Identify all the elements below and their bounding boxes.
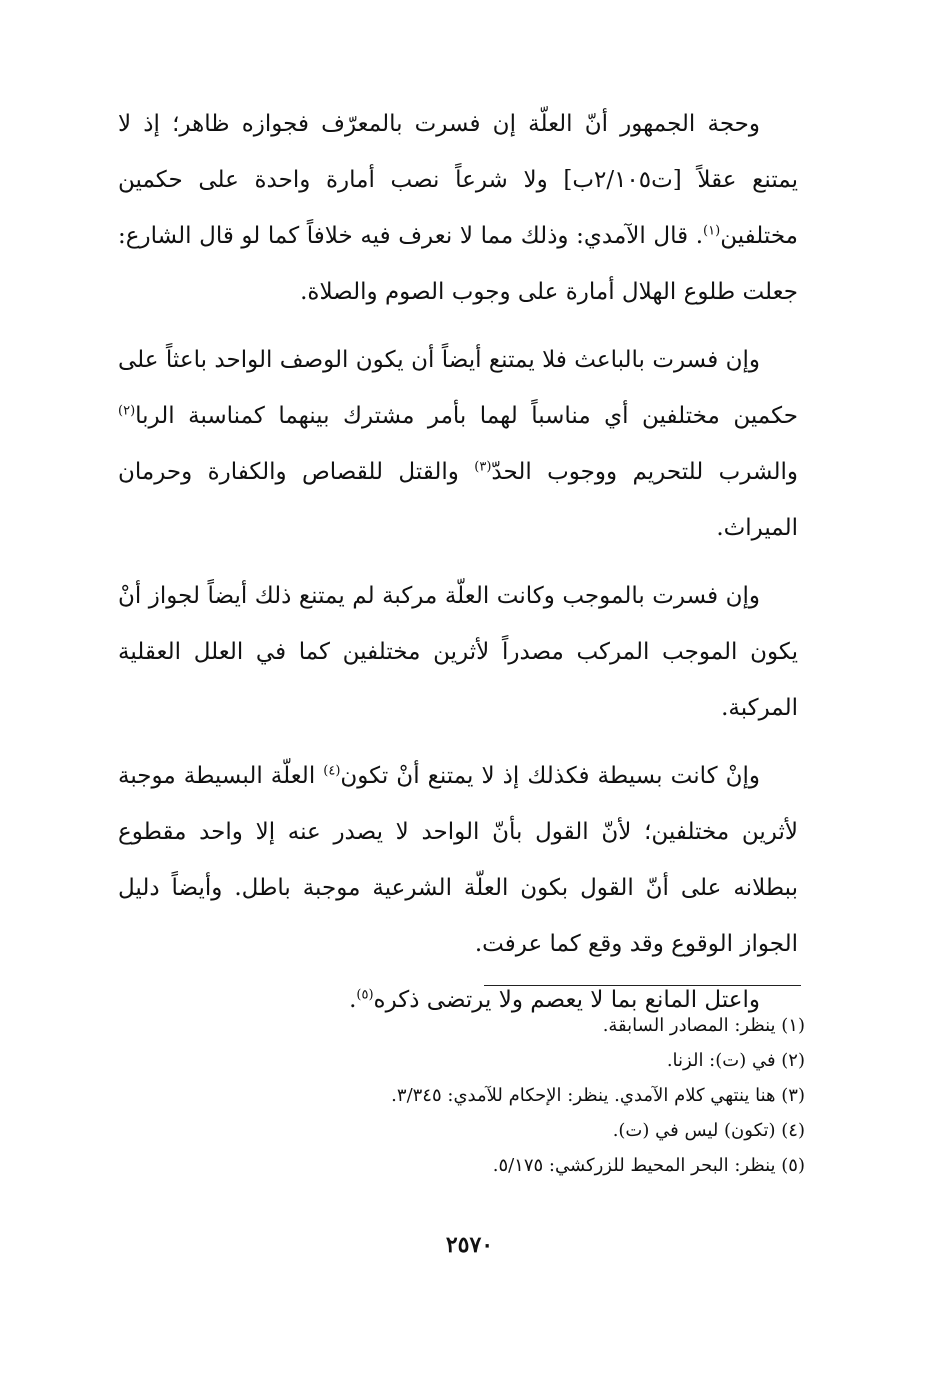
paragraph-5-text-b: . — [349, 987, 357, 1013]
paragraph-2-text-b: والشرب للتحريم ووجوب الحدّ — [491, 459, 799, 485]
paragraph-4-text-a: وإنْ كانت بسيطة فكذلك إذ لا يمتنع أنْ تكون — [340, 763, 760, 789]
paragraph-2-text-c: والقتل للقصاص والكفارة وحرمان الميراث. — [118, 459, 798, 541]
footnote-4: (٤) (تكون) ليس في (ت). — [612, 1120, 805, 1141]
footnote-3: (٣) هنا ينتهي كلام الآمدي. ينظر: الإحكام للآمدي: ٣/٣٤٥. — [391, 1085, 805, 1106]
paragraph-4 — [118, 748, 798, 972]
footnotes — [260, 1008, 805, 1183]
paragraph-1-text-a: وحجة الجمهور أنّ العلّة إن فسرت بالمعرّف فجوازه ظاهر؛ إذ لا يمتنع عقلاً [ت٢/١٠٥ب] ولا شرعاً نصب أمارة واحدة على حكمين مختلفين — [118, 111, 798, 249]
footnote-ref-3: (٣) — [474, 459, 492, 475]
footnote-1: (١) ينظر: المصادر السابقة. — [602, 1015, 805, 1036]
footnote-ref-5: (٥) — [356, 987, 374, 1003]
paragraph-2 — [118, 332, 798, 556]
footnote-ref-1: (١) — [703, 223, 721, 239]
page-number: ٢٥٧٠ — [445, 1232, 494, 1258]
footnote-ref-4: (٤) — [323, 763, 341, 779]
paragraph-1 — [118, 96, 798, 320]
footnote-ref-2: (٢) — [118, 403, 136, 419]
footnote-2: (٢) في (ت): الزنا. — [666, 1050, 805, 1071]
footnote-separator — [484, 985, 801, 986]
paragraph-4-text-b: العلّة البسيطة موجبة لأثرين مختلفين؛ لأنّ القول بأنّ الواحد لا يصدر عنه إلا واحد مقطوع ببطلانه على أنّ القول بكون العلّة الشرعية موجبة باطل. وأيضاً دليل الجواز الوقوع وقد وقع كما عرفت. — [118, 763, 798, 957]
paragraph-1-text-b: . قال الآمدي: وذلك مما لا نعرف فيه خلافاً كما لو قال الشارع: جعلت طلوع الهلال أمارة على وجوب الصوم والصلاة. — [118, 223, 798, 305]
paragraph-5-text-a: واعتل المانع بما لا يعصم ولا يرتضى ذكره — [373, 987, 760, 1013]
paragraph-2-text-a: وإن فسرت بالباعث فلا يمتنع أيضاً أن يكون الوصف الواحد باعثاً على حكمين مختلفين أي مناسباً لهما بأمر مشترك بينهما كمناسبة الربا — [118, 347, 798, 429]
main-text — [118, 96, 798, 1028]
footnote-5: (٥) ينظر: البحر المحيط للزركشي: ٥/١٧٥. — [492, 1155, 805, 1176]
paragraph-3: وإن فسرت بالموجب وكانت العلّة مركبة لم يمتنع ذلك أيضاً لجواز أنْ يكون الموجب المركب مصدراً لأثرين مختلفين كما في العلل العقلية المركبة. — [118, 583, 798, 721]
